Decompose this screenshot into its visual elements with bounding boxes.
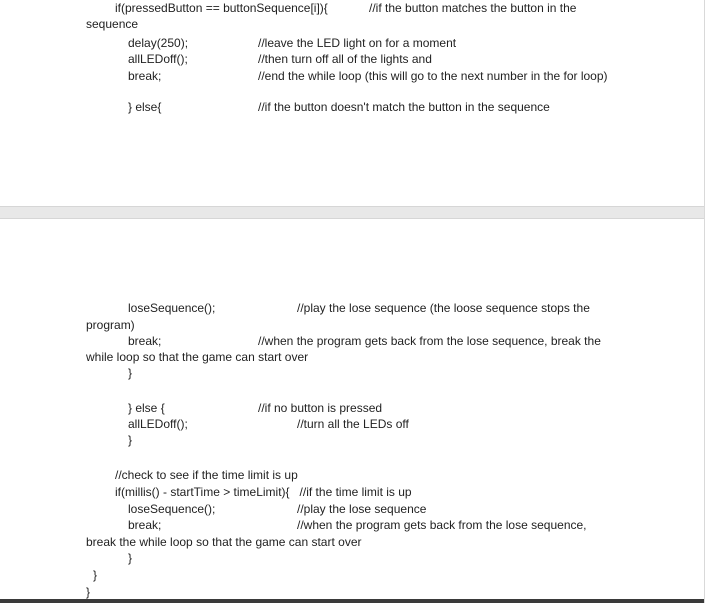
document-page-2: [0, 219, 705, 600]
horizontal-scrollbar[interactable]: [0, 599, 705, 603]
code-line-all-led-off: allLEDoff();: [128, 52, 188, 66]
code-line-if-millis: if(millis() - startTime > timeLimit){ //if the time limit is up: [115, 485, 412, 499]
code-line-break: break;: [128, 334, 162, 348]
comment-button-doesnt-match: //if the button doesn't match the button in the sequence: [258, 100, 550, 114]
code-line-delay: delay(250);: [128, 36, 189, 50]
comment-no-button-pressed: //if no button is pressed: [258, 401, 383, 415]
code-line-if-pressed: if(pressedButton == buttonSequence[i]){: [115, 1, 328, 15]
comment-play-lose-sequence: //play the lose sequence (the loose sequence stops the: [297, 301, 590, 315]
code-closing-brace: }: [128, 366, 133, 380]
code-line-break: break;: [128, 518, 162, 532]
code-line-else: } else{: [128, 100, 162, 114]
comment-play-lose-sequence: //play the lose sequence: [297, 502, 427, 516]
document-page-1: [0, 0, 705, 206]
comment-turn-off-lights: //then turn off all of the lights and: [258, 52, 432, 66]
code-closing-brace: }: [86, 585, 91, 599]
code-line-break: break;: [128, 69, 162, 83]
comment-continuation-program: program): [86, 318, 135, 332]
comment-when-program-returns: //when the program gets back from the lose sequence,: [297, 518, 587, 532]
code-closing-brace: }: [128, 433, 133, 447]
page-gap: [0, 206, 705, 219]
comment-button-matches: //if the button matches the button in the: [369, 1, 577, 15]
code-closing-brace: }: [93, 568, 98, 582]
code-line-lose-sequence: loseSequence();: [128, 301, 216, 315]
code-line-lose-sequence: loseSequence();: [128, 502, 216, 516]
comment-continuation-break-loop: break the while loop so that the game can start over: [86, 535, 362, 549]
comment-continuation-sequence: sequence: [86, 17, 139, 31]
code-line-else: } else {: [128, 401, 165, 415]
comment-when-program-returns: //when the program gets back from the lose sequence, break the: [258, 334, 601, 348]
comment-turn-leds-off: //turn all the LEDs off: [297, 417, 409, 431]
comment-check-time-limit: //check to see if the time limit is up: [115, 468, 298, 482]
comment-end-while-loop: //end the while loop (this will go to the next number in the for loop): [258, 69, 608, 83]
comment-leave-light-on: //leave the LED light on for a moment: [258, 36, 457, 50]
comment-continuation-while-loop: while loop so that the game can start over: [86, 350, 309, 364]
code-line-all-led-off: allLEDoff();: [128, 417, 188, 431]
code-closing-brace: }: [128, 551, 133, 565]
